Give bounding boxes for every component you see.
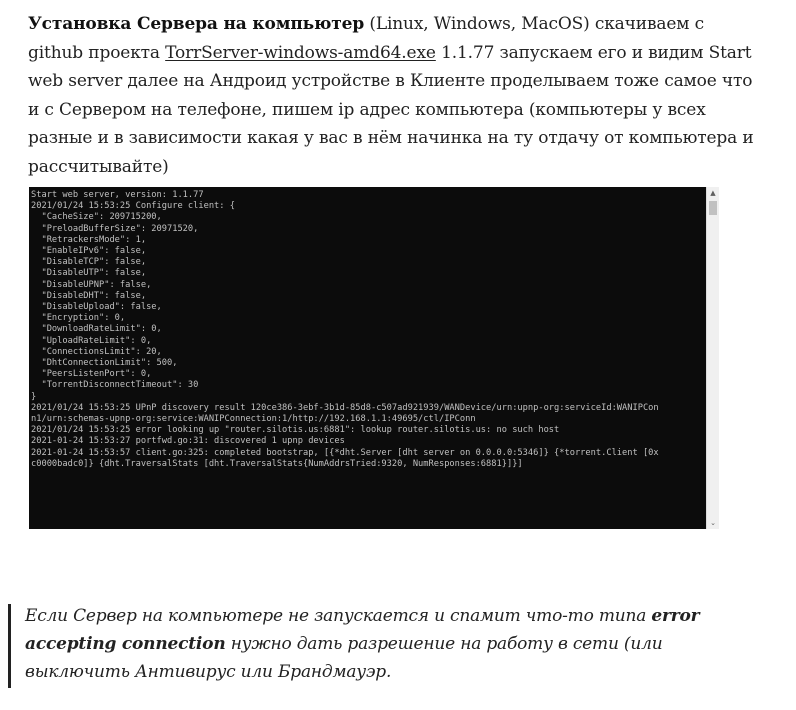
note-blockquote xyxy=(8,604,725,688)
console-scrollbar[interactable] xyxy=(706,187,719,529)
note-bold: error accepting connection xyxy=(25,606,700,654)
console-output: Start web server, version: 1.1.77 2021/01/24 15:53:25 Configure client: { "CacheSize": 209715200, "PreloadBufferSize": 20971520, "RetrackersMode": 1, "EnableIPv6": false, "DisableTCP": false, "DisableUTP": false, "DisableUPNP": false, "DisableDHT": false, "DisableUpload": false, "Encryption": 0, "DownloadRateLimit": 0, "UploadRateLimit": 0, "ConnectionsLimit": 20, "DhtConnectionLimit": 500, "PeersListenPort": 0, "TorrentDisconnectTimeout": 30 } 2021/01/24 15:53:25 UPnP discovery result 120ce386-3ebf-3b1d-85d8-c507ad921939/WANDevice/urn:upnp-org:serviceId:WANIPCon n1/urn:schemas-upnp-org:service:WANIPConnection:1/http://192.168.1.1:49695/ctl/IPConn 2021/01/24 15:53:25 error looking up "router.silotis.us:6881": lookup router.silotis.us: no such host 2021-01-24 15:53:27 portfwd.go:31: discovered 1 upnp devices 2021-01-24 15:53:57 client.go:325: completed bootstrap, [{*dht.Server [dht server on 0.0.0.0:5346]} {*torrent.Client [0x c0000badc0]} {dht.TraversalStats [dht.TraversalStats{NumAddrsTried:9320, NumResponses:6881}]}] xyxy=(31,190,659,469)
intro-bold-title: Установка Сервера на компьютер xyxy=(28,14,365,34)
scroll-down-arrow-icon[interactable]: ⌄ xyxy=(710,519,716,527)
scroll-up-arrow-icon[interactable]: ▲ xyxy=(710,189,716,197)
note-text-2: нужно дать разрешение на работу в сети (или выключить Антивирус или Брандмауэр. xyxy=(25,634,663,682)
download-link[interactable]: TorrServer-windows-amd64.exe xyxy=(165,42,436,63)
note-paragraph xyxy=(25,602,725,686)
scroll-thumb[interactable] xyxy=(709,201,717,215)
note-text-1: Если Сервер на компьютере не запускается и спамит что-то типа xyxy=(25,606,652,626)
console-screenshot xyxy=(29,187,719,529)
intro-paragraph xyxy=(28,10,758,181)
intro-text-1: (Linux, Windows, MacOS) скачиваем с github проекта xyxy=(28,14,704,63)
intro-text-2: 1.1.77 запускаем его и видим Start web server далее на Андроид устройстве в Клиенте проделываем тоже самое что и с Сервером на телефоне, пишем ip адрес компьютера (компьютеры у всех разные и в зависимости какая у вас в нём начинка на ту отдачу от компьютера и рассчитывайте) xyxy=(28,42,754,177)
